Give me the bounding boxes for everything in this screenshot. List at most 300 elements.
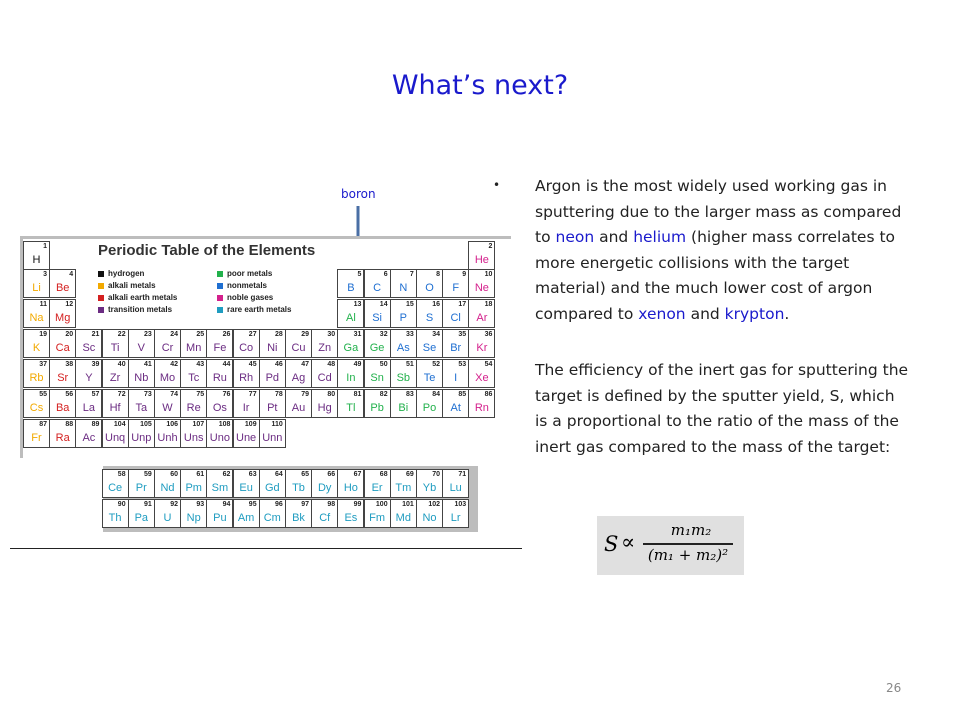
element-symbol: Co: [239, 342, 254, 354]
element-symbol: Tl: [346, 402, 356, 414]
element-cell: [311, 359, 338, 388]
atomic-number: 22: [117, 331, 126, 338]
element-cell: [442, 359, 469, 388]
element-symbol: Re: [186, 402, 201, 414]
element-symbol: Cl: [450, 312, 461, 324]
atomic-number: 98: [327, 501, 336, 508]
element-cell: [468, 269, 495, 298]
element-symbol: Np: [186, 512, 201, 524]
element-symbol: Li: [32, 282, 41, 294]
element-cell: [102, 389, 129, 418]
element-cell: [259, 469, 286, 498]
atomic-number: 42: [170, 361, 178, 368]
element-symbol: B: [347, 282, 355, 294]
element-cell: [102, 499, 129, 528]
atomic-number: 53: [458, 361, 467, 368]
element-symbol: Unp: [131, 432, 152, 444]
element-cell: [416, 299, 443, 328]
element-symbol: Uno: [209, 432, 230, 444]
element-symbol: Pt: [267, 402, 278, 414]
efficiency-paragraph: The efficiency of the inert gas for sputtering the target is defined by the sputter yield, S, which is a proportional to the ratio of the mass of the inert gas compared to the mass of the target:: [535, 361, 909, 456]
element-symbol: Cm: [263, 512, 281, 524]
atomic-number: 4: [69, 271, 74, 278]
element-symbol: Cs: [29, 402, 44, 414]
element-cell: [468, 329, 495, 358]
element-cell: [23, 241, 50, 270]
legend-label: noble gases: [227, 293, 274, 302]
atomic-number: 37: [39, 361, 47, 368]
element-cell: [390, 329, 417, 358]
atomic-number: 21: [91, 331, 100, 338]
atomic-number: 70: [432, 471, 440, 478]
element-symbol: U: [163, 512, 172, 524]
periodic-table-title: Periodic Table of the Elements: [98, 242, 316, 259]
element-symbol: Kr: [476, 342, 488, 354]
element-symbol: Na: [29, 312, 44, 324]
atomic-number: 17: [458, 301, 467, 308]
element-symbol: Ag: [291, 372, 306, 384]
atomic-number: 82: [379, 391, 388, 398]
element-cell: [442, 329, 469, 358]
element-symbol: F: [452, 282, 460, 294]
element-symbol: Unn: [262, 432, 283, 444]
atomic-number: 101: [402, 501, 414, 508]
element-symbol: Be: [55, 282, 70, 294]
legend-label: hydrogen: [108, 269, 145, 278]
element-cell: [311, 499, 338, 528]
atomic-number: 65: [301, 471, 309, 478]
atomic-number: 5: [357, 271, 362, 278]
element-symbol: Br: [450, 342, 462, 354]
atomic-number: 67: [353, 471, 362, 478]
atomic-number: 50: [379, 361, 388, 368]
atomic-number: 89: [91, 421, 100, 428]
element-cell: [364, 469, 391, 498]
element-cell: [311, 329, 338, 358]
atomic-number: 47: [301, 361, 309, 368]
atomic-number: 60: [170, 471, 178, 478]
atomic-number: 108: [218, 421, 231, 428]
element-cell: [285, 499, 312, 528]
paragraph-text: and: [685, 304, 725, 323]
element-cell: [75, 389, 102, 418]
highlighted-term: krypton: [724, 304, 785, 323]
atomic-number: 7: [409, 271, 414, 278]
element-symbol: Ge: [369, 342, 385, 354]
atomic-number: 52: [432, 361, 440, 368]
element-cell: [442, 389, 469, 418]
element-symbol: Pr: [135, 482, 147, 494]
element-cell: [154, 419, 181, 448]
element-symbol: V: [137, 342, 145, 354]
atomic-number: 35: [458, 331, 467, 338]
element-symbol: N: [399, 282, 408, 294]
element-cell: [128, 419, 155, 448]
element-symbol: Al: [346, 312, 356, 324]
atomic-number: 83: [406, 391, 414, 398]
legend-swatch: [217, 295, 223, 301]
element-cell: [259, 499, 286, 528]
atomic-number: 72: [117, 391, 126, 398]
atomic-number: 18: [484, 301, 493, 308]
element-cell: [311, 389, 338, 418]
element-symbol: Xe: [475, 372, 489, 384]
atomic-number: 79: [301, 391, 309, 398]
atomic-number: 90: [117, 501, 126, 508]
atomic-number: 92: [170, 501, 178, 508]
element-cell: [416, 359, 443, 388]
element-cell: [180, 329, 207, 358]
atomic-number: 107: [192, 421, 205, 428]
atomic-number: 59: [144, 471, 152, 478]
atomic-number: 73: [144, 391, 152, 398]
legend-item: [217, 305, 291, 314]
element-symbol: Sb: [396, 372, 411, 384]
legend-item: [98, 293, 177, 302]
atomic-number: 103: [454, 501, 467, 508]
periodic-table-image: [20, 236, 511, 544]
element-symbol: Cr: [161, 342, 174, 354]
element-cell: [49, 419, 76, 448]
element-cell: [206, 329, 233, 358]
element-symbol: Tb: [292, 482, 305, 494]
element-cell: [416, 269, 443, 298]
element-symbol: In: [346, 372, 356, 384]
atomic-number: 16: [432, 301, 440, 308]
highlighted-term: helium: [633, 228, 687, 246]
atomic-number: 32: [379, 331, 388, 338]
element-cell: [390, 389, 417, 418]
atomic-number: 12: [65, 301, 74, 308]
element-cell: [285, 469, 312, 498]
atomic-number: 27: [248, 331, 257, 338]
element-cell: [154, 389, 181, 418]
element-symbol: Ti: [110, 342, 120, 354]
element-symbol: Tc: [188, 372, 200, 384]
element-cell: [364, 269, 391, 298]
element-cell: [128, 389, 155, 418]
legend-label: poor metals: [227, 269, 273, 278]
element-cell: [468, 241, 495, 270]
atomic-number: 9: [462, 271, 467, 278]
atomic-number: 30: [327, 331, 336, 338]
element-symbol: Er: [371, 482, 383, 494]
element-symbol: Ni: [267, 342, 278, 354]
element-cell: [128, 469, 155, 498]
element-cell: [49, 299, 76, 328]
element-cell: [23, 419, 50, 448]
atomic-number: 10: [484, 271, 493, 278]
atomic-number: 93: [196, 501, 205, 508]
element-symbol: Mg: [55, 312, 71, 324]
atomic-number: 77: [248, 391, 257, 398]
atomic-number: 23: [144, 331, 152, 338]
element-symbol: He: [474, 254, 489, 266]
atomic-number: 54: [484, 361, 493, 368]
element-symbol: I: [454, 372, 458, 384]
element-cell: [23, 299, 50, 328]
atomic-number: 40: [117, 361, 126, 368]
element-symbol: Dy: [317, 482, 332, 494]
element-cell: [468, 359, 495, 388]
atomic-number: 100: [375, 501, 388, 508]
atomic-number: 62: [222, 471, 231, 478]
element-symbol: Bi: [398, 402, 409, 414]
element-symbol: Eu: [239, 482, 253, 494]
atomic-number: 104: [113, 421, 126, 428]
element-cell: [259, 359, 286, 388]
element-cell: [206, 469, 233, 498]
element-symbol: Ar: [476, 312, 488, 324]
atomic-number: 97: [301, 501, 309, 508]
atomic-number: 51: [406, 361, 414, 368]
atomic-number: 45: [248, 361, 257, 368]
atomic-number: 24: [170, 331, 178, 338]
element-symbol: Ne: [474, 282, 489, 294]
atomic-number: 102: [428, 501, 440, 508]
element-symbol: Hg: [317, 402, 332, 414]
atomic-number: 29: [301, 331, 309, 338]
element-cell: [285, 329, 312, 358]
element-symbol: No: [422, 512, 437, 524]
element-symbol: Yb: [422, 482, 437, 494]
element-symbol: At: [450, 402, 461, 414]
element-cell: [233, 419, 260, 448]
element-symbol: Os: [212, 402, 227, 414]
argon-paragraph: [535, 174, 910, 327]
element-cell: [337, 299, 364, 328]
legend-swatch: [98, 307, 104, 313]
element-symbol: Lr: [450, 512, 461, 524]
element-symbol: Uns: [183, 432, 204, 444]
element-symbol: S: [425, 312, 434, 324]
element-symbol: Unh: [157, 432, 178, 444]
element-cell: [102, 469, 129, 498]
atomic-number: 91: [144, 501, 152, 508]
atomic-number: 48: [327, 361, 336, 368]
divider-line: [10, 548, 522, 549]
element-symbol: Cu: [291, 342, 306, 354]
atomic-number: 69: [406, 471, 414, 478]
atomic-number: 71: [458, 471, 467, 478]
atomic-number: 56: [65, 391, 74, 398]
element-cell: [468, 299, 495, 328]
element-symbol: Hf: [109, 402, 121, 414]
element-symbol: Une: [236, 432, 257, 444]
legend-item: [98, 281, 156, 290]
atomic-number: 25: [196, 331, 205, 338]
element-symbol: Ga: [343, 342, 359, 354]
element-cell: [49, 389, 76, 418]
element-symbol: O: [425, 282, 434, 294]
element-symbol: Unq: [105, 432, 126, 444]
element-symbol: Pm: [185, 482, 202, 494]
element-cell: [49, 329, 76, 358]
element-cell: [49, 359, 76, 388]
atomic-number: 33: [406, 331, 414, 338]
element-cell: [337, 359, 364, 388]
element-cell: [416, 499, 443, 528]
element-symbol: Si: [372, 312, 382, 324]
element-cell: [206, 359, 233, 388]
atomic-number: 75: [196, 391, 205, 398]
atomic-number: 88: [65, 421, 74, 428]
element-cell: [206, 499, 233, 528]
element-symbol: Cd: [317, 372, 332, 384]
atomic-number: 58: [117, 471, 126, 478]
element-symbol: C: [373, 282, 382, 294]
atomic-number: 11: [39, 301, 47, 308]
element-symbol: Pd: [265, 372, 280, 384]
element-symbol: Y: [85, 372, 93, 384]
legend-label: rare earth metals: [227, 305, 292, 314]
element-cell: [390, 469, 417, 498]
element-cell: [259, 329, 286, 358]
atomic-number: 61: [196, 471, 205, 478]
atomic-number: 109: [244, 421, 257, 428]
element-cell: [154, 329, 181, 358]
atomic-number: 57: [91, 391, 100, 398]
element-symbol: Fe: [213, 342, 227, 354]
element-cell: [364, 499, 391, 528]
element-symbol: Nb: [134, 372, 149, 384]
element-symbol: P: [399, 312, 407, 324]
legend-item: [217, 293, 273, 302]
element-cell: [390, 269, 417, 298]
element-cell: [206, 389, 233, 418]
proportional-symbol: ∝: [621, 530, 636, 554]
element-cell: [180, 499, 207, 528]
element-symbol: Ir: [242, 402, 250, 414]
element-cell: [233, 389, 260, 418]
element-symbol: Th: [108, 512, 122, 524]
element-symbol: Lu: [449, 482, 462, 494]
atomic-number: 74: [170, 391, 178, 398]
element-cell: [128, 359, 155, 388]
element-cell: [206, 419, 233, 448]
atomic-number: 2: [488, 243, 493, 250]
element-cell: [364, 389, 391, 418]
atomic-number: 6: [383, 271, 388, 278]
legend-swatch: [217, 271, 223, 277]
atomic-number: 20: [65, 331, 74, 338]
sputter-yield-formula: [597, 516, 744, 575]
element-symbol: Sc: [82, 342, 96, 354]
atomic-number: 43: [196, 361, 205, 368]
element-cell: [285, 389, 312, 418]
element-symbol: Ho: [343, 482, 358, 494]
legend-item: [98, 269, 144, 278]
atomic-number: 13: [353, 301, 362, 308]
element-symbol: Rh: [239, 372, 254, 384]
element-cell: [259, 419, 286, 448]
legend-swatch: [217, 307, 223, 313]
element-symbol: Ca: [55, 342, 70, 354]
element-symbol: Ru: [212, 372, 227, 384]
element-cell: [364, 329, 391, 358]
element-symbol: Pa: [134, 512, 149, 524]
element-symbol: Ra: [55, 432, 70, 444]
element-cell: [154, 359, 181, 388]
element-symbol: Md: [395, 512, 411, 524]
atomic-number: 110: [271, 421, 283, 428]
legend-label: transition metals: [108, 305, 173, 314]
element-cell: [49, 269, 76, 298]
element-cell: [416, 329, 443, 358]
element-symbol: Ta: [135, 402, 148, 414]
element-cell: [337, 329, 364, 358]
element-cell: [337, 269, 364, 298]
atomic-number: 14: [379, 301, 388, 308]
paragraph-text: (higher mass correlates to more energetic collisions with the target material) and the much lower cost of argon compared to: [535, 228, 896, 323]
element-cell: [259, 389, 286, 418]
element-symbol: Ac: [82, 432, 96, 444]
element-symbol: Nd: [160, 482, 175, 494]
atomic-number: 36: [484, 331, 493, 338]
atomic-number: 15: [406, 301, 414, 308]
element-symbol: Zn: [318, 342, 332, 354]
atomic-number: 63: [248, 471, 257, 478]
element-cell: [23, 359, 50, 388]
element-cell: [390, 359, 417, 388]
element-cell: [128, 499, 155, 528]
formula-numerator: m₁m₂: [670, 521, 712, 539]
element-cell: [180, 419, 207, 448]
atomic-number: 64: [275, 471, 283, 478]
legend-label: nonmetals: [227, 281, 268, 290]
atomic-number: 31: [353, 331, 362, 338]
paragraph-text: Argon is the most widely used working gas in sputtering due to the larger mass as compared to: [535, 177, 902, 246]
atomic-number: 105: [140, 421, 152, 428]
element-cell: [154, 469, 181, 498]
element-symbol: Po: [422, 402, 437, 414]
element-symbol: La: [82, 402, 96, 414]
element-symbol: Mn: [186, 342, 202, 354]
atomic-number: 99: [353, 501, 362, 508]
paragraph-text: and: [594, 228, 634, 246]
atomic-number: 19: [39, 331, 47, 338]
element-cell: [75, 359, 102, 388]
legend-label: alkali earth metals: [108, 293, 178, 302]
atomic-number: 78: [275, 391, 283, 398]
element-symbol: Sr: [57, 372, 69, 384]
atomic-number: 38: [65, 361, 74, 368]
element-cell: [233, 329, 260, 358]
atomic-number: 28: [275, 331, 283, 338]
atomic-number: 3: [43, 271, 47, 278]
legend-swatch: [98, 295, 104, 301]
element-cell: [416, 389, 443, 418]
page-number: 26: [886, 681, 902, 695]
legend-item: [98, 305, 172, 314]
element-symbol: Am: [237, 512, 255, 524]
element-symbol: Pb: [370, 402, 384, 414]
element-cell: [180, 359, 207, 388]
atomic-number: 85: [458, 391, 467, 398]
element-cell: [442, 469, 469, 498]
element-symbol: Ce: [108, 482, 123, 494]
atomic-number: 44: [222, 361, 231, 368]
element-cell: [233, 499, 260, 528]
legend-swatch: [98, 271, 104, 277]
element-symbol: Pu: [213, 512, 227, 524]
atomic-number: 1: [43, 243, 47, 250]
paragraph-text: .: [784, 304, 790, 323]
atomic-number: 46: [275, 361, 283, 368]
element-cell: [285, 359, 312, 388]
element-symbol: Se: [422, 342, 437, 354]
element-symbol: Mo: [159, 372, 176, 384]
